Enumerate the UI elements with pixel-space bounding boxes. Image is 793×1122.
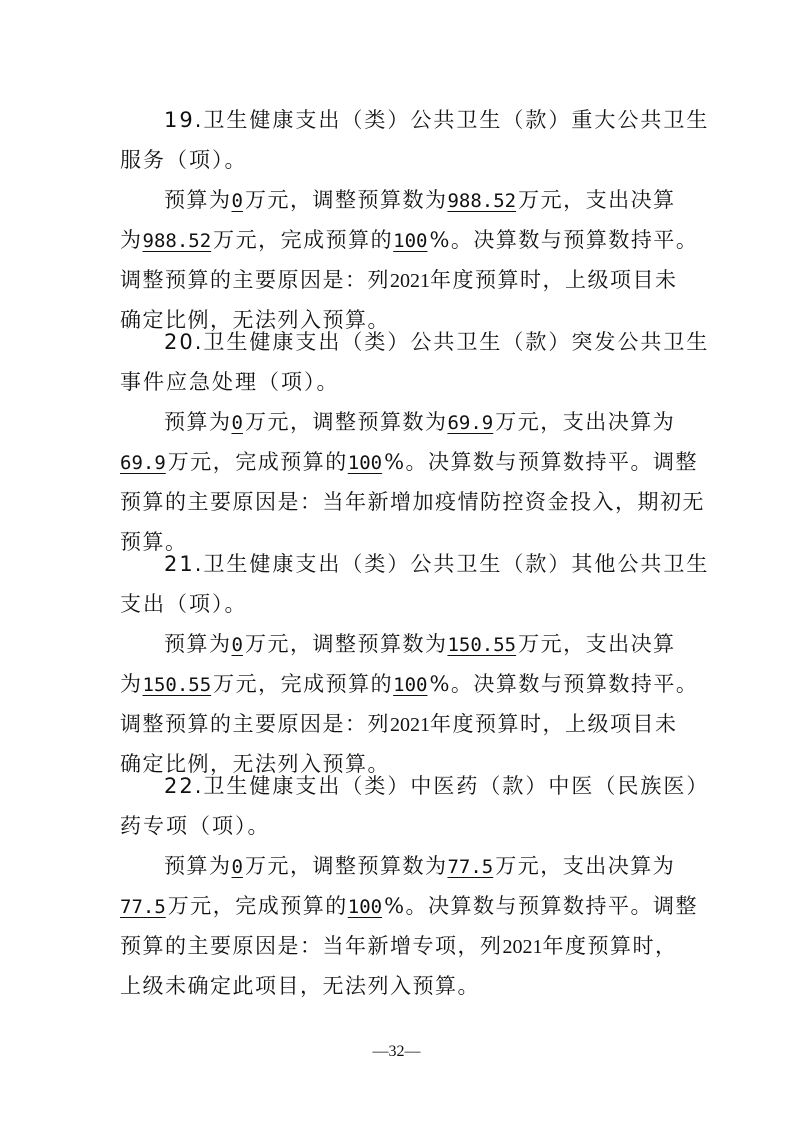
adjusted-budget-value: 150.55 — [447, 634, 517, 656]
actual-value: 69.9 — [120, 452, 166, 474]
budget-value: 0 — [231, 412, 243, 434]
body-line: 预算为0万元，调整预算数为150.55万元，支出决算 — [164, 632, 676, 656]
body-line: 预算为0万元，调整预算数为988.52万元，支出决算 — [164, 188, 676, 212]
body-line: 预算的主要原因是：当年新增专项，列2021年度预算时， — [120, 934, 678, 958]
budget-value: 0 — [231, 856, 243, 878]
heading-line: 22.卫生健康支出（类）中医药（款）中医（民族医） — [164, 774, 710, 798]
body-line: 预算为0万元，调整预算数为69.9万元，支出决算为 — [164, 410, 676, 434]
heading-line: 19.卫生健康支出（类）公共卫生（款）重大公共卫生 — [164, 108, 710, 132]
actual-value: 988.52 — [142, 230, 212, 252]
adjusted-budget-value: 988.52 — [447, 190, 517, 212]
body-line: 上级未确定此项目，无法列入预算。 — [120, 974, 480, 998]
body-line: 调整预算的主要原因是：列2021年度预算时，上级项目未 — [120, 712, 678, 736]
heading-line: 20.卫生健康支出（类）公共卫生（款）突发公共卫生 — [164, 330, 710, 354]
adjusted-budget-value: 69.9 — [447, 412, 494, 434]
heading-line: 服务（项）。 — [120, 148, 248, 172]
heading-line: 药专项（项）。 — [120, 814, 271, 838]
body-line: 预算为0万元，调整预算数为77.5万元，支出决算为 — [164, 854, 676, 878]
body-line: 69.9万元，完成预算的100%。决算数与预算数持平。调整 — [120, 450, 699, 474]
body-line: 为150.55万元，完成预算的100%。决算数与预算数持平。 — [120, 672, 699, 696]
body-line: 确定比例，无法列入预算。 — [120, 308, 390, 332]
page-number: —32— — [372, 1043, 421, 1060]
body-line: 预算的主要原因是：当年新增加疫情防控资金投入，期初无 — [120, 490, 705, 514]
actual-value: 77.5 — [120, 896, 166, 918]
budget-value: 0 — [231, 634, 243, 656]
actual-value: 150.55 — [142, 674, 212, 696]
body-line: 77.5万元，完成预算的100%。决算数与预算数持平。调整 — [120, 894, 699, 918]
body-line: 确定比例，无法列入预算。 — [120, 752, 390, 776]
budget-value: 0 — [231, 190, 243, 212]
completion-percent: 100 — [347, 896, 383, 918]
heading-line: 支出（项）。 — [120, 592, 248, 616]
completion-percent: 100 — [393, 230, 428, 252]
body-line: 预算。 — [120, 530, 188, 554]
body-line: 调整预算的主要原因是：列2021年度预算时，上级项目未 — [120, 268, 678, 292]
completion-percent: 100 — [347, 452, 383, 474]
heading-line: 事件应急处理（项）。 — [120, 370, 340, 394]
adjusted-budget-value: 77.5 — [447, 856, 494, 878]
heading-line: 21.卫生健康支出（类）公共卫生（款）其他公共卫生 — [164, 552, 710, 576]
body-line: 为988.52万元，完成预算的100%。决算数与预算数持平。 — [120, 228, 699, 252]
completion-percent: 100 — [393, 674, 428, 696]
